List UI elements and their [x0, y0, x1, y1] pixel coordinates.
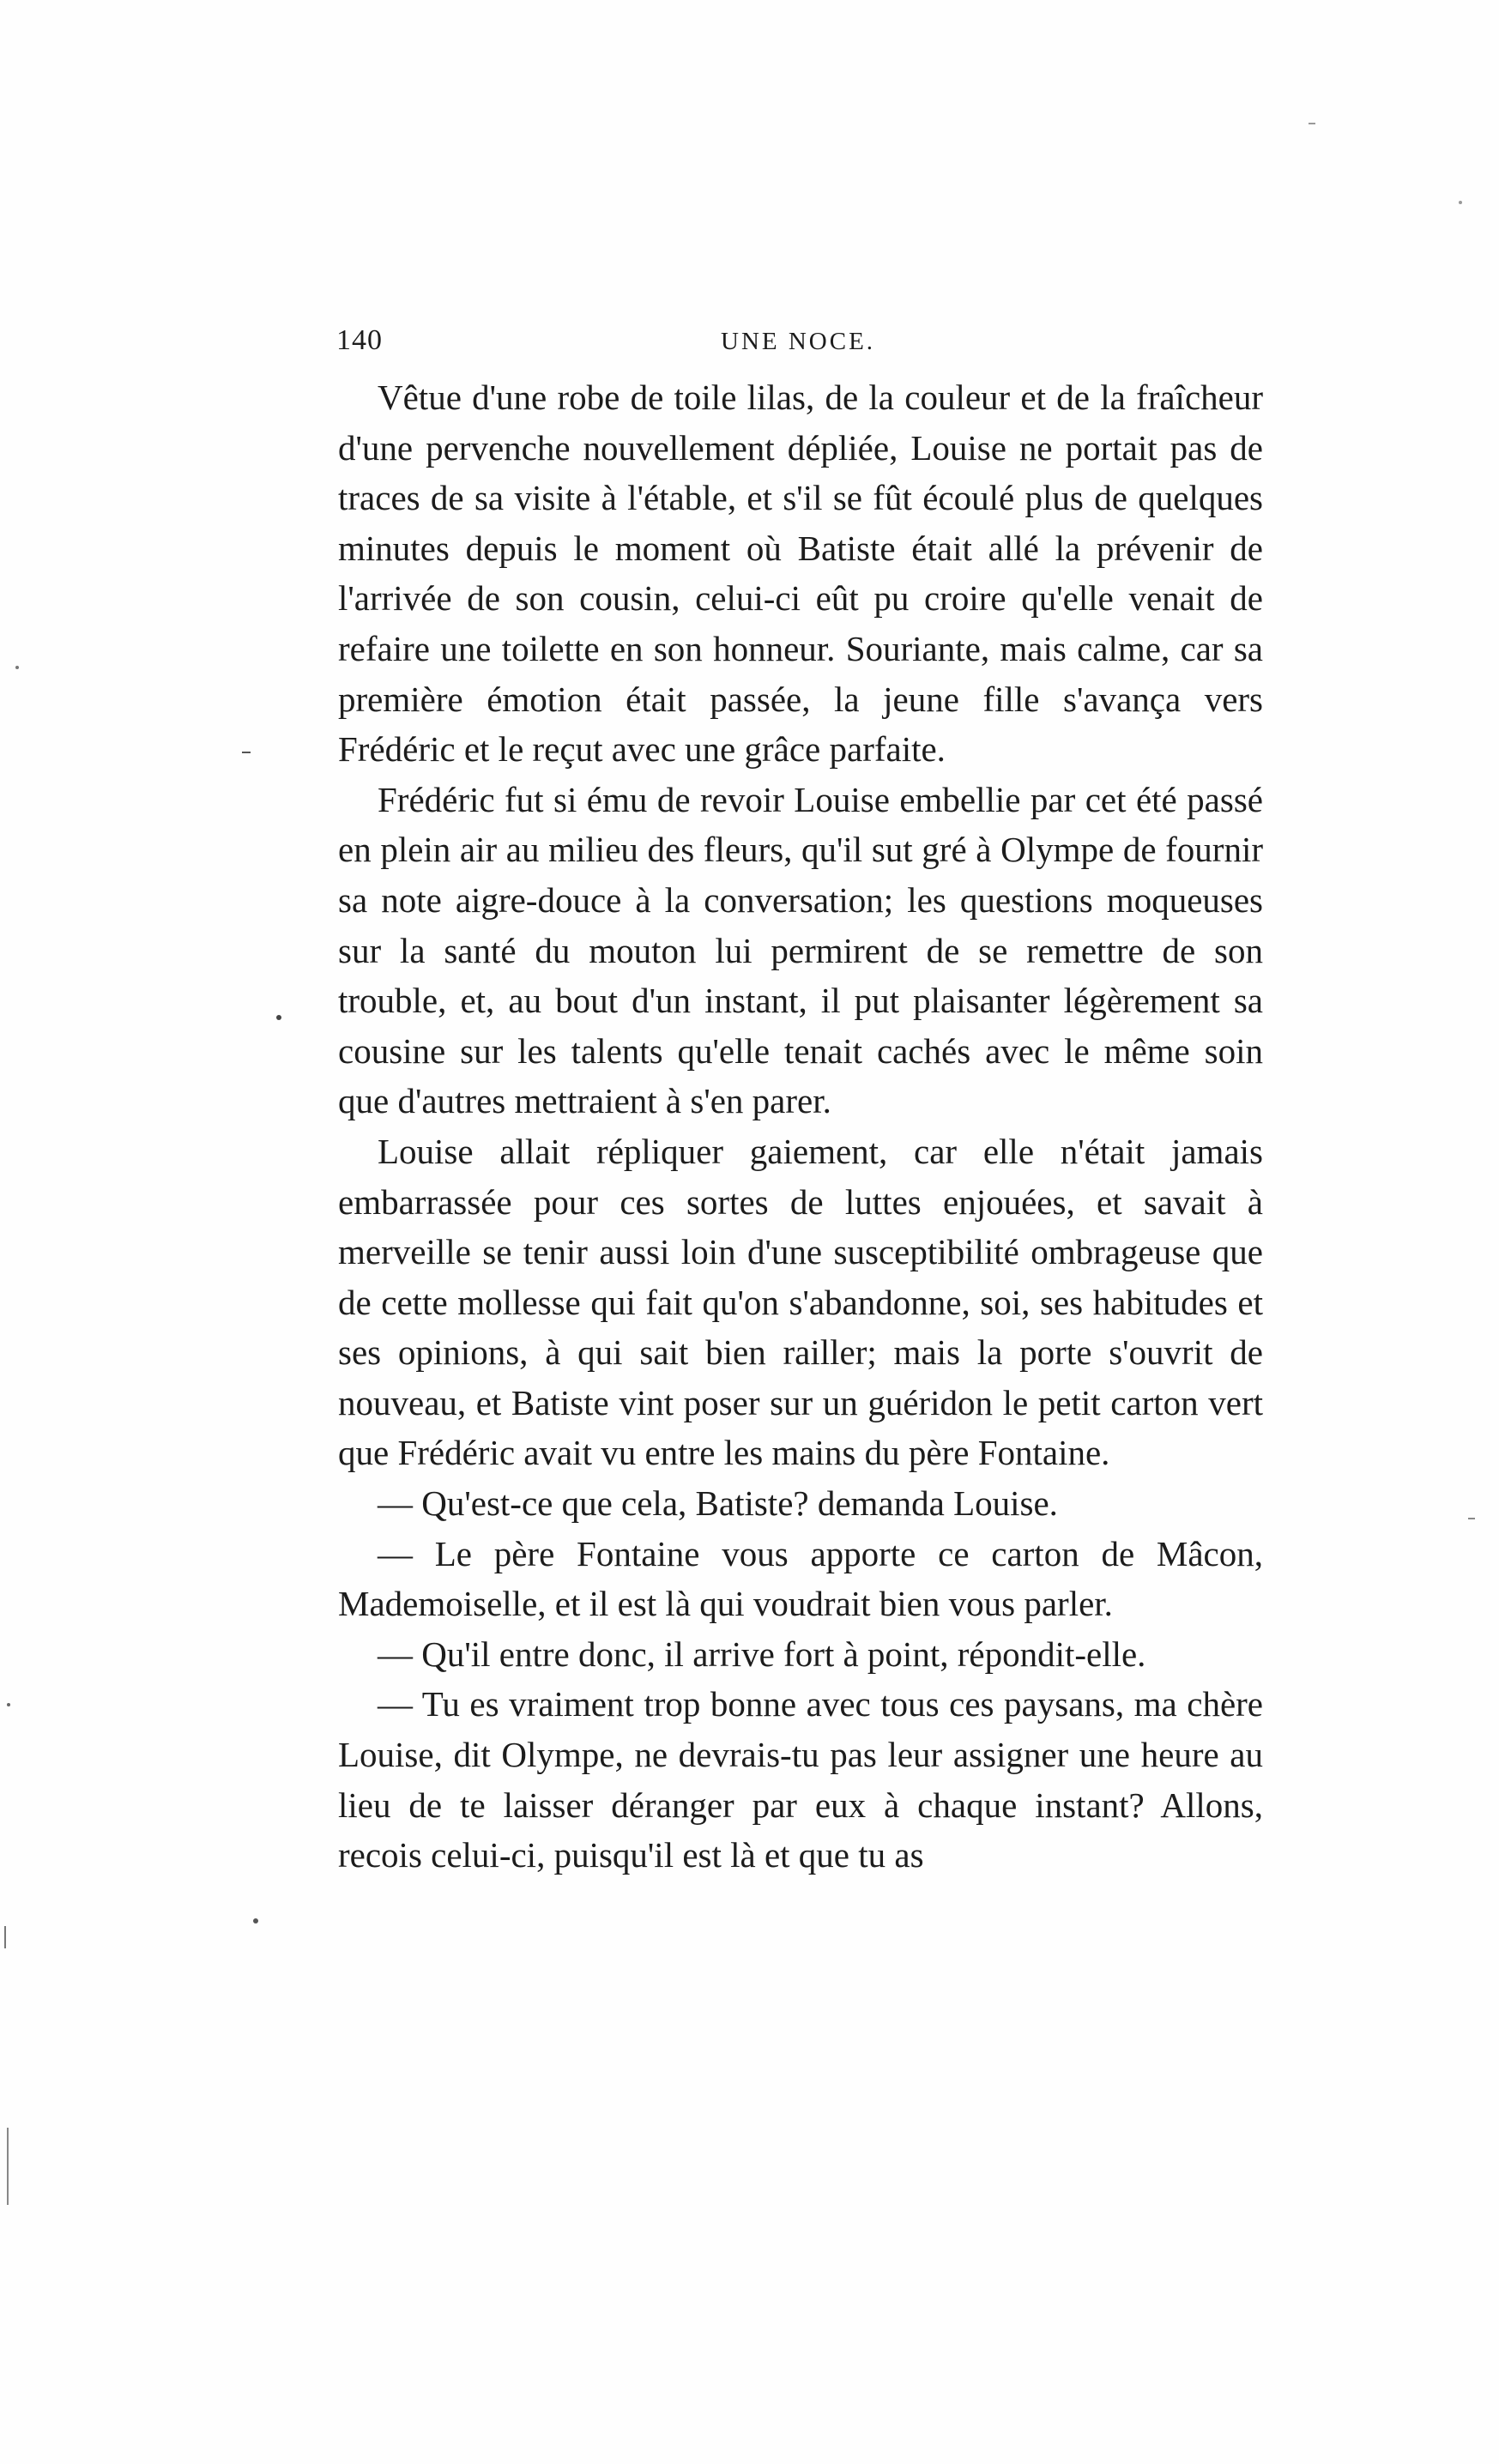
scan-speck	[1468, 1518, 1475, 1519]
dialogue-paragraph: — Qu'il entre donc, il arrive fort à point, répondit-elle.	[378, 1634, 1146, 1674]
scan-speck	[15, 666, 19, 669]
paragraph: Vêtue d'une robe de toile lilas, de la couleur et de la fraîcheur d'une pervenche nouvellement dépliée, Louise ne portait pas de traces de sa visite à l'étable, et s'il se fût écoulé plus de quelques minutes depuis le moment où Batiste était allé la prévenir de l'arrivée de son cousin, celui-ci eût pu croire qu'elle venait de refaire une toilette en son honneur. Souriante, mais calme, car sa première émotion était passée, la jeune fille s'avança vers Frédéric et le reçut avec une grâce parfaite.	[338, 377, 1263, 770]
scan-speck	[253, 1918, 258, 1923]
running-title: UNE NOCE.	[721, 328, 876, 355]
scan-speck	[242, 752, 251, 753]
dialogue-paragraph: — Qu'est-ce que cela, Batiste? demanda Louise.	[378, 1483, 1058, 1524]
dialogue-paragraph: — Tu es vraiment trop bonne avec tous ces paysans, ma chère Louise, dit Olympe, ne devrais-tu pas leur assigner une heure au lieu de te laisser déranger par eux à chaque instant? Allons, recois celui-ci, puisqu'il est là et que tu as	[338, 1684, 1263, 1875]
scan-speck	[1459, 201, 1462, 204]
page-number: 140	[336, 324, 383, 356]
scan-speck	[1309, 123, 1315, 124]
scan-speck	[276, 1015, 281, 1020]
paragraph: Louise allait répliquer gaiement, car elle n'était jamais embarrassée pour ces sortes de luttes enjouées, et savait à merveille se tenir aussi loin d'une susceptibilité ombrageuse que de cette mollesse qui fait qu'on s'abandonne, soi, ses habitudes et ses opinions, à qui sait bien railler; mais la porte s'ouvrit de nouveau, et Batiste vint poser sur un guéridon le petit carton vert que Frédéric avait vu entre les mains du père Fontaine.	[338, 1131, 1263, 1473]
running-head	[336, 324, 1263, 367]
scan-speck	[7, 2128, 9, 2205]
body-text	[338, 372, 1263, 1881]
dialogue-paragraph: — Le père Fontaine vous apporte ce carton de Mâcon, Mademoiselle, et il est là qui voudrait bien vous parler.	[338, 1533, 1263, 1624]
paragraph: Frédéric fut si ému de revoir Louise embellie par cet été passé en plein air au milieu des fleurs, qu'il sut gré à Olympe de fournir sa note aigre-douce à la conversation; les questions moqueuses sur la santé du mouton lui permirent de se remettre de son trouble, et, au bout d'un instant, il put plaisanter légèrement sa cousine sur les talents qu'elle tenait cachés avec le même soin que d'autres mettraient à s'en parer.	[338, 779, 1263, 1121]
scan-speck	[4, 1926, 6, 1948]
scan-speck	[7, 1703, 10, 1706]
